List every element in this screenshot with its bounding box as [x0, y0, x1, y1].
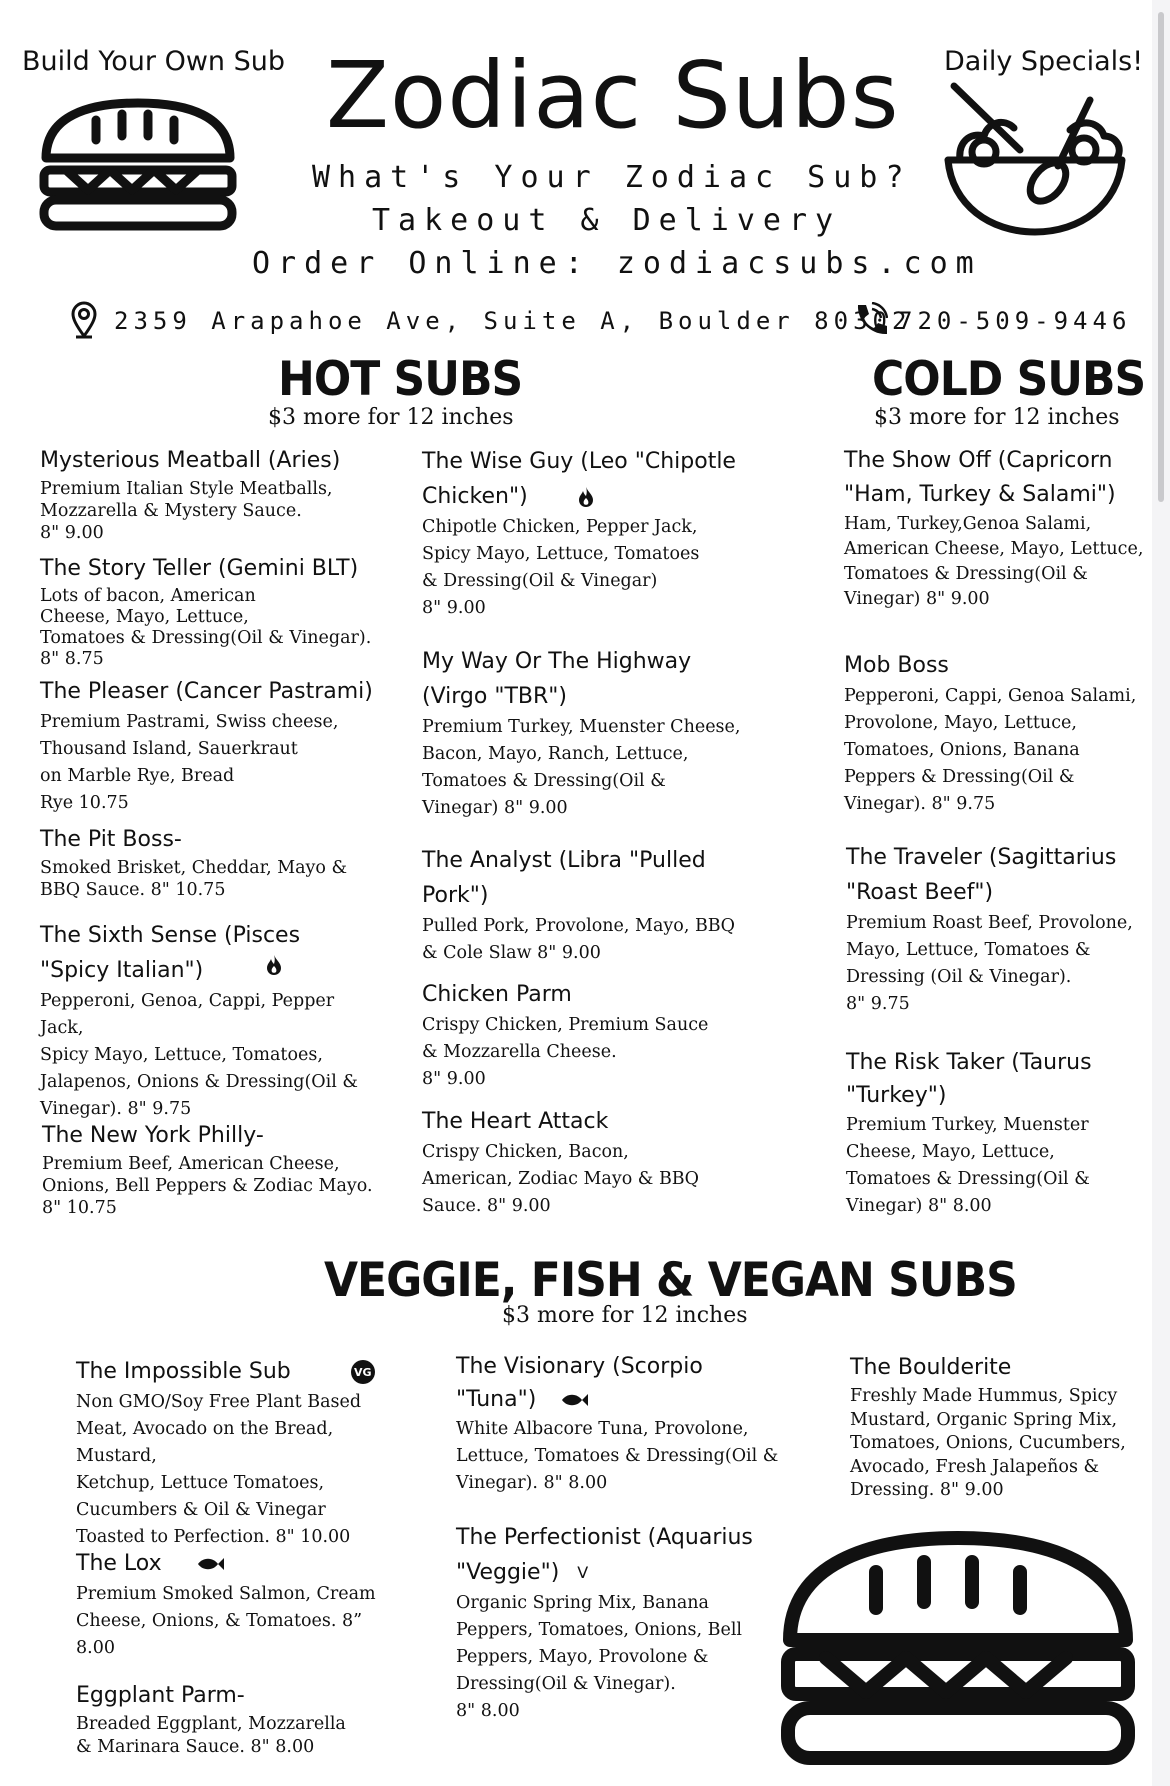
hot-subs-note: $3 more for 12 inches: [268, 405, 514, 430]
item-name-text: The Sixth Sense (Pisces "Spicy Italian"): [40, 923, 301, 983]
hot-subs-heading: HOT SUBS: [278, 351, 523, 408]
item-name: [76, 1354, 406, 1389]
item-name-text: The Perfectionist (Aquarius "Veggie"): [456, 1525, 753, 1585]
item-desc: Premium Pastrami, Swiss cheese, Thousand Island, Sauerkraut on Marble Rye, Bread Rye 10.75: [40, 712, 339, 813]
takeout-delivery: Takeout & Delivery: [372, 203, 842, 238]
item-desc: Pepperoni, Cappi, Genoa Salami, Provolone, Mayo, Lettuce, Tomatoes, Onions, Banana Peppers & Dressing(Oil & Vinegar). 8" 9.75: [844, 686, 1137, 814]
fish-icon: [560, 1392, 588, 1408]
item-name: [422, 444, 772, 514]
item-name: The Pit Boss-: [40, 827, 182, 852]
menu-item: [76, 1354, 406, 1551]
item-desc: Breaded Eggplant, Mozzarella & Marinara Sauce. 8" 8.00: [76, 1714, 346, 1757]
item-name-text: The Lox: [76, 1551, 162, 1576]
veggie-mark: V: [577, 1563, 589, 1582]
item-desc: Premium Beef, American Cheese, Onions, Bell Peppers & Zodiac Mayo. 8" 10.75: [42, 1154, 373, 1218]
item-name: The Traveler (Sagittarius "Roast Beef"): [846, 845, 1117, 905]
menu-item: [422, 644, 772, 822]
item-desc: Premium Roast Beef, Provolone, Mayo, Lettuce, Tomatoes & Dressing (Oil & Vinegar). 8" 9.75: [846, 913, 1133, 1014]
item-name: The Risk Taker (Taurus "Turkey"): [846, 1050, 1092, 1108]
cold-subs-note: $3 more for 12 inches: [874, 405, 1120, 430]
menu-item: [456, 1520, 786, 1725]
menu-item: [40, 551, 380, 670]
item-name-text: The Impossible Sub: [76, 1359, 291, 1384]
scrollbar-thumb[interactable]: [1158, 12, 1164, 502]
item-desc: Ham, Turkey,Genoa Salami, American Cheese, Mayo, Lettuce, Tomatoes & Dressing(Oil & Vinegar) 8" 9.00: [844, 514, 1144, 609]
address: 2359 Arapahoe Ave, Suite A, Boulder 80302: [114, 307, 912, 335]
cold-subs-heading: COLD SUBS: [872, 351, 1146, 408]
menu-item: [40, 822, 380, 901]
daily-specials-label: Daily Specials!: [944, 46, 1144, 77]
item-name: [76, 1546, 406, 1581]
sandwich-icon: [780, 1528, 1136, 1766]
item-name: The Boulderite: [850, 1355, 1012, 1380]
item-name: [40, 918, 380, 988]
item-desc: Premium Turkey, Muenster Cheese, Mayo, Lettuce, Tomatoes & Dressing(Oil & Vinegar) 8" 8.00: [846, 1115, 1090, 1216]
menu-item: [844, 648, 1144, 818]
item-desc: Pepperoni, Genoa, Cappi, Pepper Jack, Spicy Mayo, Lettuce, Tomatoes, Jalapenos, Onions & Dressing(Oil & Vinegar). 8" 9.75: [40, 991, 358, 1119]
menu-item: [422, 444, 772, 622]
brand-title: Zodiac Subs: [326, 42, 900, 149]
menu-item: [422, 1104, 772, 1220]
item-desc: Organic Spring Mix, Banana Peppers, Tomatoes, Onions, Bell Peppers, Mayo, Provolone & Dressing(Oil & Vinegar). 8" 8.00: [456, 1593, 743, 1721]
item-name: The New York Philly-: [42, 1123, 264, 1148]
item-desc: Freshly Made Hummus, Spicy Mustard, Organic Spring Mix, Tomatoes, Onions, Cucumbers, Avocado, Fresh Jalapeños & Dressing. 8" 9.00: [850, 1386, 1126, 1500]
veggie-subs-heading: VEGGIE, FISH & VEGAN SUBS: [324, 1252, 1017, 1309]
flame-icon: [266, 954, 282, 976]
item-name: The Analyst (Libra "Pulled Pork"): [422, 848, 706, 908]
menu-item: [456, 1350, 786, 1497]
item-name-text: The Wise Guy (Leo "Chipotle Chicken"): [422, 449, 736, 509]
menu-item: [40, 918, 380, 1123]
phone-icon: [852, 302, 888, 338]
item-desc: Premium Smoked Salmon, Cream Cheese, Onions, & Tomatoes. 8” 8.00: [76, 1584, 376, 1658]
order-online-link[interactable]: Order Online: zodiacsubs.com: [252, 246, 982, 281]
item-desc: Lots of bacon, American Cheese, Mayo, Lettuce, Tomatoes & Dressing(Oil & Vinegar). 8" 8.75: [40, 586, 372, 669]
menu-item: [422, 843, 772, 967]
menu-item: [422, 977, 772, 1093]
item-name: [456, 1350, 786, 1416]
menu-item: [850, 1350, 1150, 1503]
sandwich-icon: [38, 98, 238, 232]
flame-icon: [578, 486, 594, 508]
item-name: My Way Or The Highway (Virgo "TBR"): [422, 649, 692, 709]
item-desc: Crispy Chicken, Bacon, American, Zodiac Mayo & BBQ Sauce. 8" 9.00: [422, 1142, 700, 1216]
item-desc: Premium Turkey, Muenster Cheese, Bacon, Mayo, Ranch, Lettuce, Tomatoes & Dressing(Oil & Vinegar) 8" 9.00: [422, 717, 741, 818]
location-pin-icon: [70, 301, 98, 339]
item-desc: Chipotle Chicken, Pepper Jack, Spicy Mayo, Lettuce, Tomatoes & Dressing(Oil & Vinegar) 8" 9.00: [422, 517, 700, 618]
tagline: What's Your Zodiac Sub?: [312, 160, 912, 195]
item-desc: Pulled Pork, Provolone, Mayo, BBQ & Cole Slaw 8" 9.00: [422, 916, 736, 963]
menu-item: [846, 840, 1146, 1018]
menu-item: [76, 1546, 406, 1662]
menu-item: [76, 1678, 406, 1759]
build-your-own-label: Build Your Own Sub: [22, 46, 285, 77]
item-name: Eggplant Parm-: [76, 1683, 245, 1708]
menu-item: [40, 443, 380, 544]
item-desc: Smoked Brisket, Cheddar, Mayo & BBQ Sauce. 8" 10.75: [40, 858, 348, 900]
item-desc: Crispy Chicken, Premium Sauce & Mozzarella Cheese. 8" 9.00: [422, 1015, 709, 1089]
salad-bowl-icon: [940, 80, 1130, 240]
item-desc: Premium Italian Style Meatballs, Mozzarella & Mystery Sauce. 8" 9.00: [40, 479, 333, 543]
menu-item: [40, 674, 380, 817]
phone-number[interactable]: 720-509-9446: [898, 307, 1132, 335]
menu-item: [42, 1118, 382, 1219]
item-name: Mysterious Meatball (Aries): [40, 448, 341, 473]
item-desc: White Albacore Tuna, Provolone, Lettuce, Tomatoes & Dressing(Oil & Vinegar). 8" 8.00: [456, 1419, 779, 1493]
vegan-badge: VG: [351, 1360, 375, 1384]
item-name: The Story Teller (Gemini BLT): [40, 556, 359, 581]
veggie-subs-note: $3 more for 12 inches: [502, 1303, 748, 1328]
menu-item: [846, 1046, 1146, 1220]
menu-item: [844, 444, 1144, 612]
fish-icon: [196, 1556, 224, 1572]
item-name: Mob Boss: [844, 653, 949, 678]
item-name: [456, 1520, 786, 1590]
item-name: The Heart Attack: [422, 1109, 609, 1134]
item-name: The Pleaser (Cancer Pastrami): [40, 679, 373, 704]
item-desc: Non GMO/Soy Free Plant Based Meat, Avocado on the Bread, Mustard, Ketchup, Lettuce Tomatoes, Cucumbers & Oil & Vinegar Toasted to Perfection. 8" 10.00: [76, 1392, 362, 1547]
item-name-text: The Visionary (Scorpio "Tuna"): [456, 1354, 703, 1412]
item-name: Chicken Parm: [422, 982, 572, 1007]
item-name: The Show Off (Capricorn "Ham, Turkey & Salami"): [844, 448, 1116, 507]
